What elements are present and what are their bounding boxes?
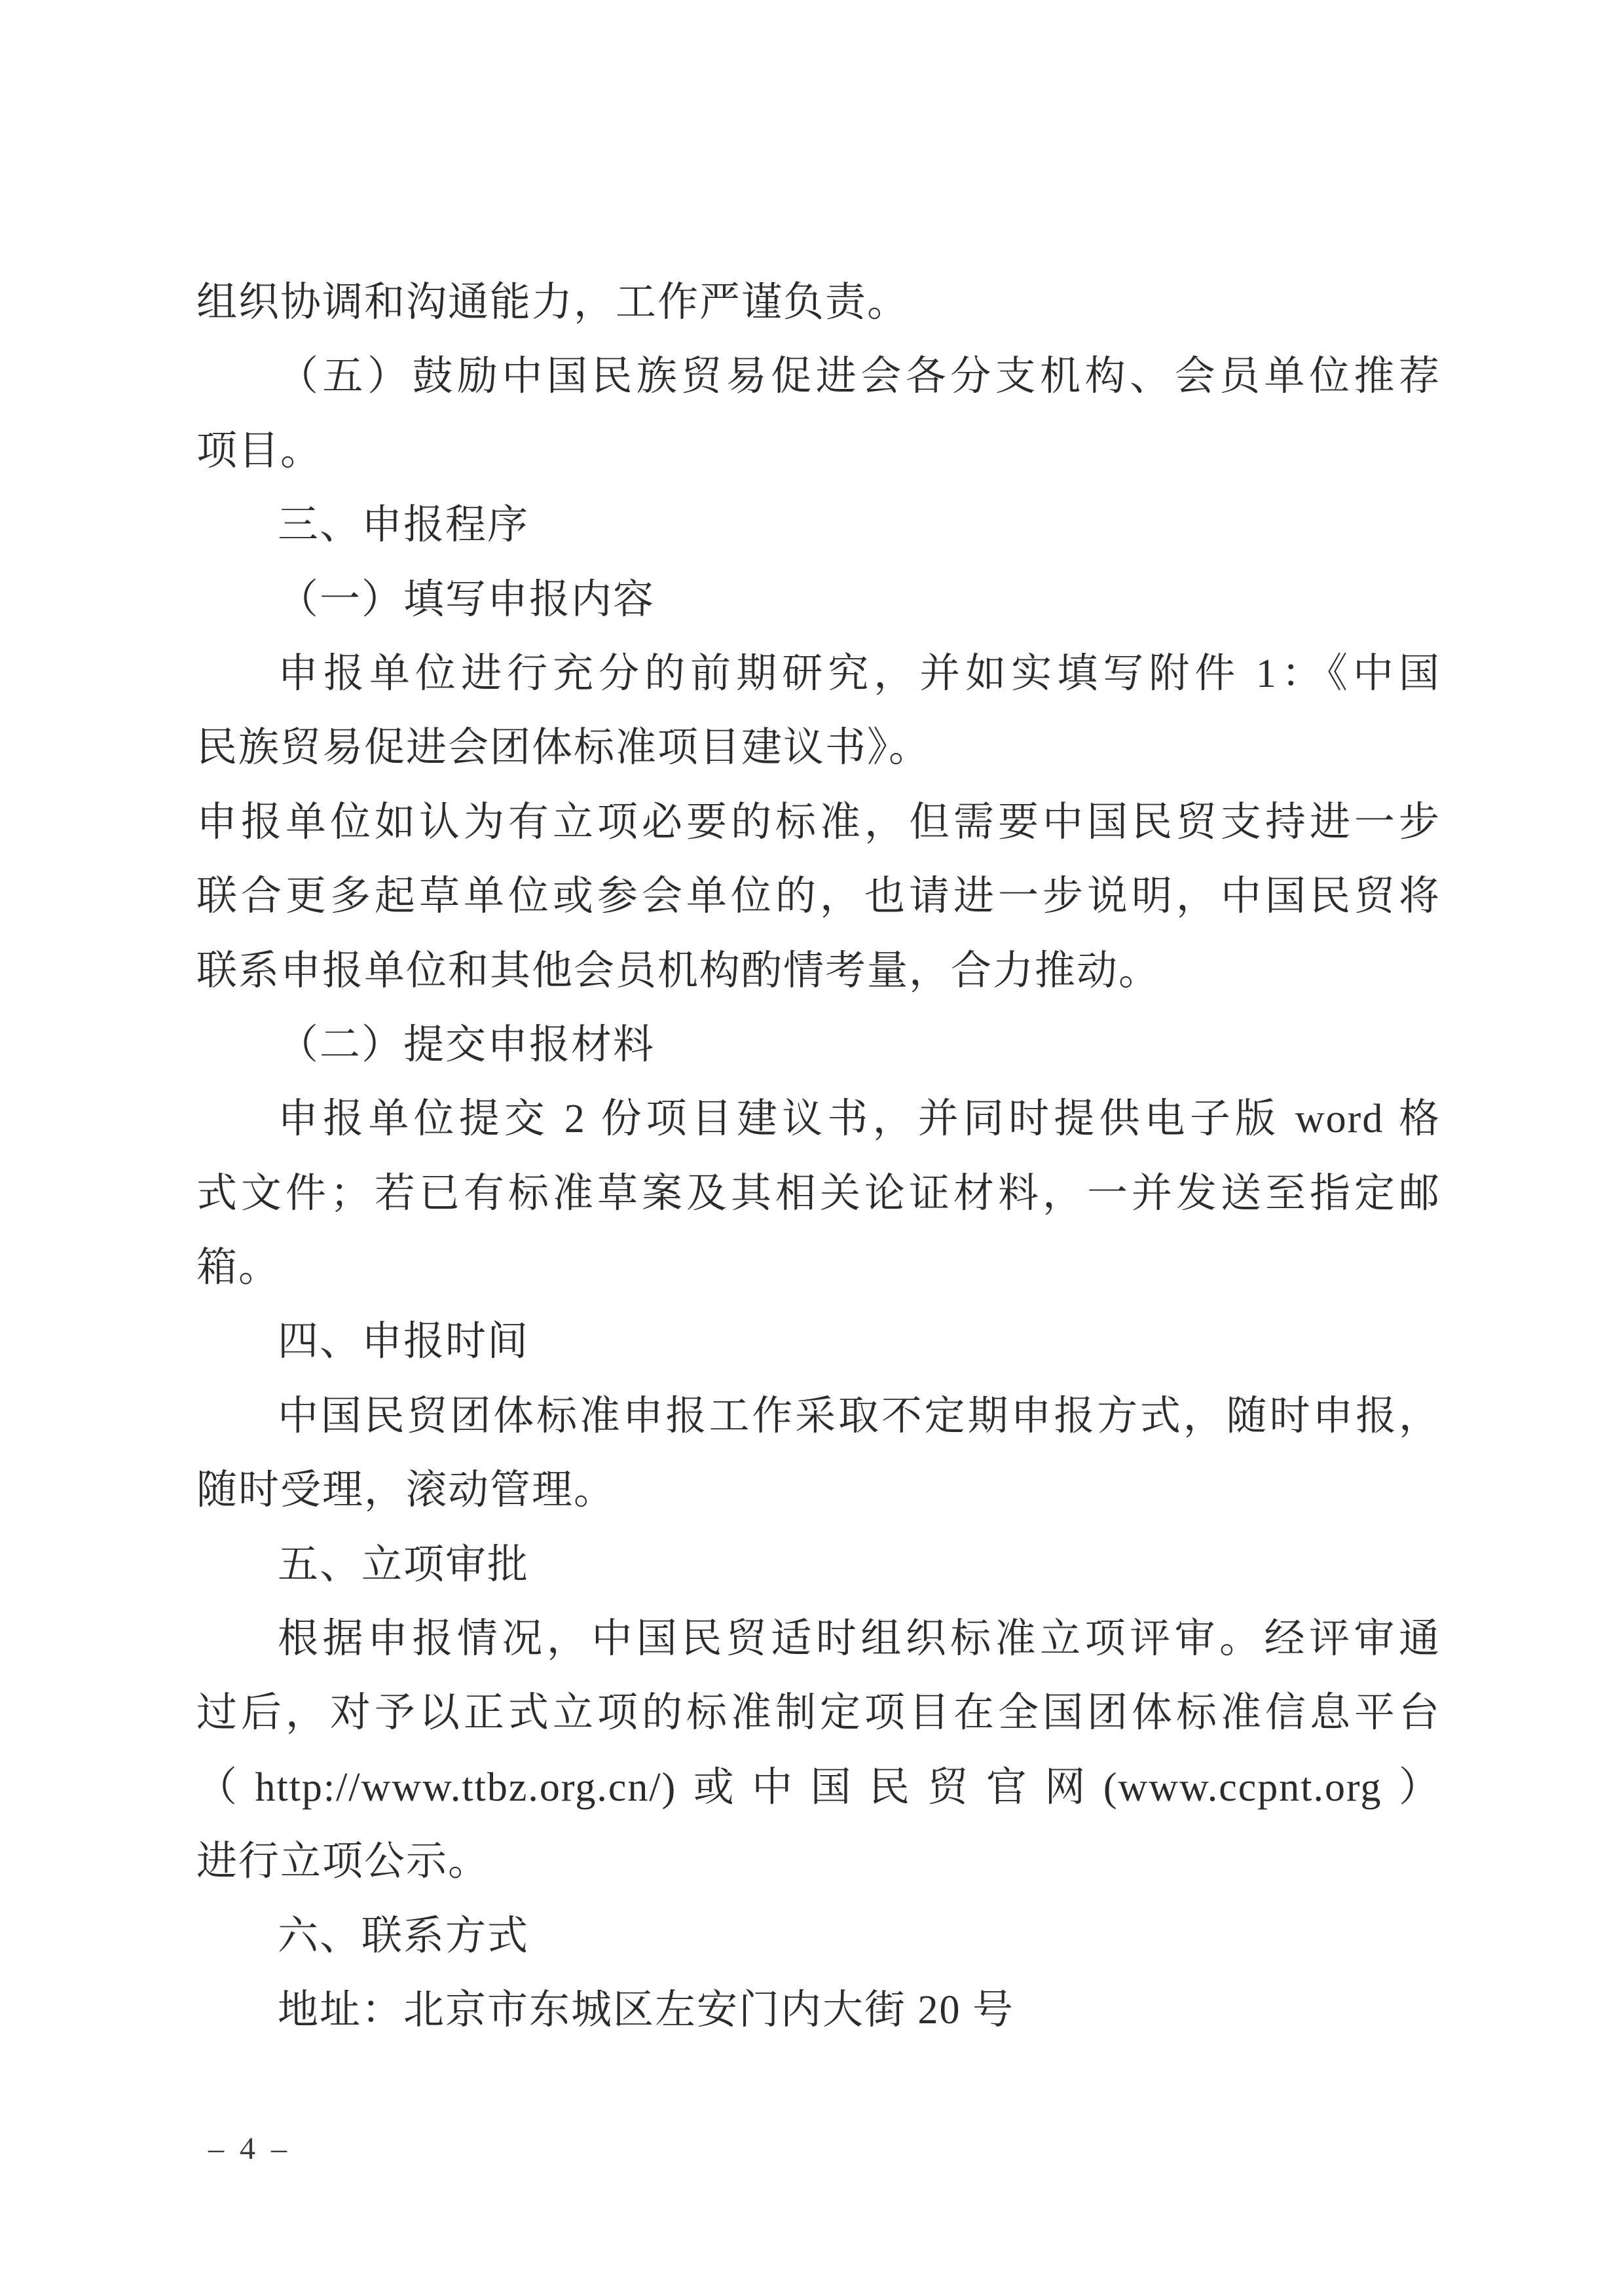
text-line: （二）提交申报材料	[278, 1022, 655, 1067]
text-line: 过后，对予以正式立项的标准制定项目在全国团体标准信息平台	[196, 1691, 1441, 1736]
text-line: 地址：北京市东城区左安门内大街 20 号	[278, 1987, 1015, 2032]
text-line: 组织协调和沟通能力，工作严谨负责。	[196, 280, 910, 325]
text-line: 申报单位如认为有立项必要的标准，但需要中国民贸支持进一步	[196, 799, 1441, 845]
text-line: 进行立项公示。	[196, 1839, 490, 1884]
text-line: 六、联系方式	[278, 1913, 530, 1958]
page-number: – 4 –	[208, 2131, 291, 2166]
text-line: 联系申报单位和其他会员机构酌情考量，合力推动。	[196, 948, 1161, 993]
text-line: 民族贸易促进会团体标准项目建议书》。	[196, 725, 931, 771]
text-line: 申报单位进行充分的前期研究，并如实填写附件 1：《中国	[278, 651, 1441, 696]
text-line: （五）鼓励中国民族贸易促进会各分支机构、会员单位推荐	[278, 354, 1441, 399]
text-line: （http://www.ttbz.org.cn/)或中国民贸官网(www.ccpnt.org）	[196, 1765, 1441, 1810]
text-line: 箱。	[196, 1245, 281, 1291]
text-line: 五、立项审批	[278, 1542, 530, 1587]
text-line: （一）填写申报内容	[278, 577, 655, 622]
text-line: 联合更多起草单位或参会单位的，也请进一步说明，中国民贸将	[196, 874, 1441, 919]
text-line: 根据申报情况，中国民贸适时组织标准立项评审。经评审通	[278, 1617, 1441, 1662]
text-line: 四、申报时间	[278, 1319, 530, 1365]
document-body	[196, 266, 1441, 2047]
text-line: 中国民贸团体标准申报工作采取不定期申报方式，随时申报，	[278, 1393, 1441, 1439]
text-line: 项目。	[196, 428, 323, 473]
text-line: 随时受理，滚动管理。	[196, 1468, 616, 1513]
text-line: 申报单位提交 2 份项目建议书，并同时提供电子版 word 格	[278, 1097, 1441, 1142]
text-line: 三、申报程序	[278, 503, 530, 548]
text-line: 式文件；若已有标准草案及其相关论证材料，一并发送至指定邮	[196, 1171, 1441, 1216]
